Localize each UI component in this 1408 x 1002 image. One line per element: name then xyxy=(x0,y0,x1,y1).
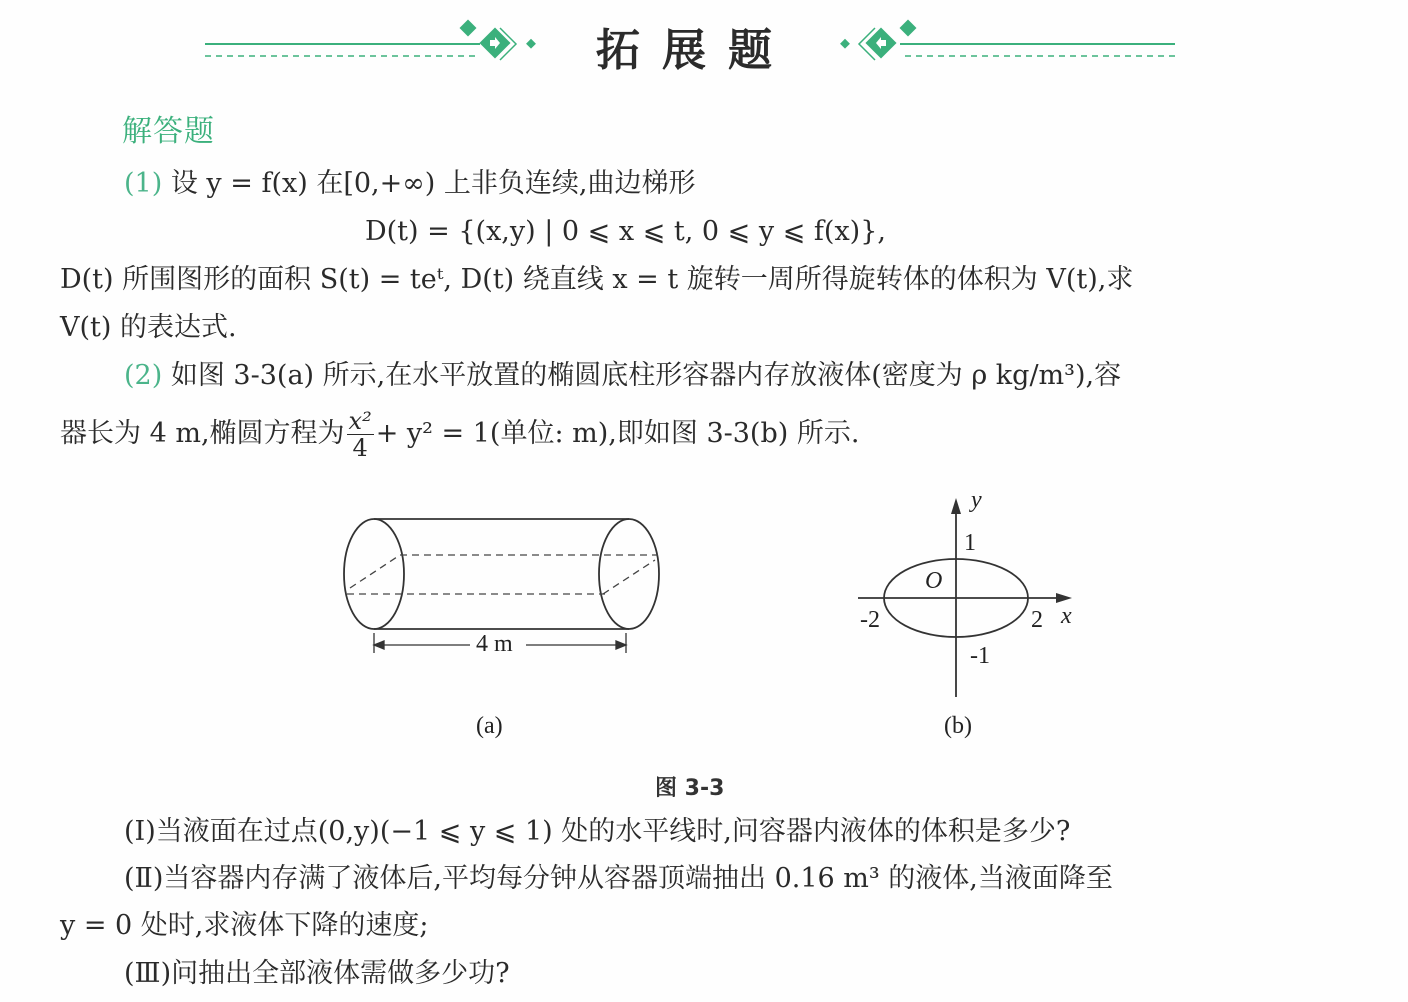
problem-2-line-2-pre: 器长为 4 m,椭圆方程为 xyxy=(60,418,345,449)
problem-1-set-definition: D(t) = {(x,y) | 0 ⩽ x ⩽ t, 0 ⩽ y ⩽ f(x)}, xyxy=(365,216,886,247)
section-title: 解答题 xyxy=(122,114,215,149)
x-tick-2: 2 xyxy=(1031,607,1043,633)
fraction-numerator: x² xyxy=(348,407,372,435)
sub-question-3-text: 问抽出全部液体需做多少功? xyxy=(171,958,510,989)
y-tick-neg-1: -1 xyxy=(970,643,990,669)
problem-1-text: 设 y = f(x) 在[0,+∞) 上非负连续,曲边梯形 xyxy=(170,168,696,199)
problem-2-text: 如图 3-3(a) 所示,在水平放置的椭圆底柱形容器内存放液体(密度为 ρ kg/m³),容 xyxy=(170,360,1122,391)
page-header-title: 拓展题 xyxy=(596,25,794,76)
sub-question-2 xyxy=(124,865,1113,892)
sub-question-3-label: (Ⅲ) xyxy=(124,958,172,989)
sub-question-1 xyxy=(124,818,1070,845)
figure-a-length-label: 4 m xyxy=(476,631,513,657)
header-decoration-right xyxy=(835,18,1180,68)
fraction-denominator: 4 xyxy=(352,434,368,462)
sub-question-2-text: 当容器内存满了液体后,平均每分钟从容器顶端抽出 0.16 m³ 的液体,当液面降至 xyxy=(163,863,1113,894)
y-axis-label: y xyxy=(971,487,982,513)
x-axis-label: x xyxy=(1061,603,1072,629)
problem-1-line-3: D(t) 所围图形的面积 S(t) = teᵗ, D(t) 绕直线 x = t 旋转一周所得旋转体的体积为 V(t),求 xyxy=(60,264,1134,295)
problem-2-line-2 xyxy=(60,408,859,461)
problem-2-line-1 xyxy=(124,362,1121,389)
sub-question-2-label: (Ⅱ) xyxy=(124,863,164,894)
problem-1-number: (1) xyxy=(124,168,163,199)
x-tick-neg-2: -2 xyxy=(860,607,880,633)
sub-question-2-continued: y = 0 处时,求液体下降的速度; xyxy=(60,910,429,941)
problem-2-number: (2) xyxy=(124,360,163,391)
origin-label: O xyxy=(925,568,943,594)
ellipse-fraction xyxy=(347,408,374,461)
figure-b-ellipse-plot xyxy=(850,490,1080,705)
problem-2-line-2-post: + y² = 1(单位: m),即如图 3-3(b) 所示. xyxy=(375,418,860,449)
problem-1-line-1 xyxy=(124,170,695,197)
sub-question-3 xyxy=(124,960,510,987)
sub-question-1-text: 当液面在过点(0,y)(−1 ⩽ y ⩽ 1) 处的水平线时,问容器内液体的体积是多少? xyxy=(155,816,1071,847)
figure-title: 图 3-3 xyxy=(655,776,725,801)
y-tick-1: 1 xyxy=(964,530,976,556)
figure-a-caption: (a) xyxy=(476,713,503,739)
figure-b-caption: (b) xyxy=(944,713,972,739)
problem-1-line-4: V(t) 的表达式. xyxy=(60,312,237,343)
header-decoration-left xyxy=(200,18,545,68)
sub-question-1-label: (Ⅰ) xyxy=(124,816,156,847)
